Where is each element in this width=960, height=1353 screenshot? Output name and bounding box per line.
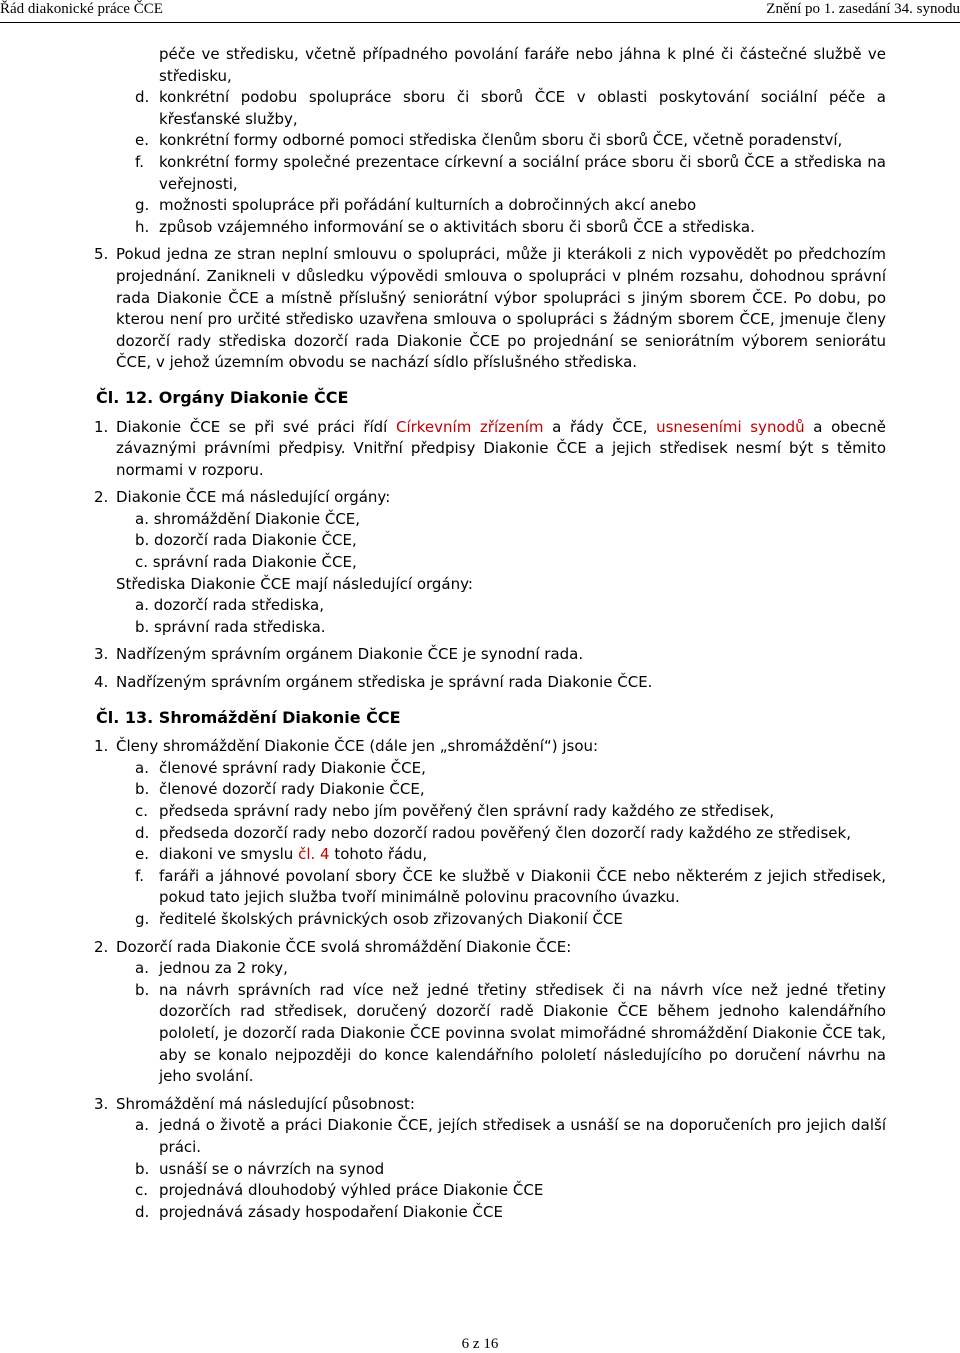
art12-paragraph-4: 4. Nadřízeným správním orgánem střediska je správní rada Diakonie ČCE. — [94, 673, 653, 692]
header-title: Řád diakonické práce ČCE — [0, 1, 163, 17]
list-item: b. dozorčí rada Diakonie ČCE, — [135, 531, 357, 550]
art13-paragraph-1: 1. Členy shromáždění Diakonie ČCE (dále jen „shromáždění“) jsou: — [94, 737, 599, 756]
paragraph-5: 5. Pokud jedna ze stran neplní smlouvu o spolupráci, může ji kterákoli z nich vypovědět po předchozím projednání. Zanikneli v důsledku výpovědi smlouva o spolupráci v plném rozsahu, dohodnou správní rada Diakonie ČCE a místně příslušný seniorátní výbor spolupráci s jiným sborem ČCE. Po dobu, po kterou není pro určité středisko uzavřena smlouva o spolupráci s žádným sborem ČCE, jmenuje členy dozorčí rady střediska dozorčí rada Diakonie ČCE po projednání se seniorátním výborem seniorátu ČCE, v jehož územním obvodu se nachází sídlo příslušného střediska. — [94, 245, 886, 372]
list-item: a. členové správní rady Diakonie ČCE, — [135, 758, 426, 777]
art12-paragraph-1: 1. Diakonie ČCE se při své práci řídí Církevním zřízením a řády ČCE, usneseními synodů a obecně závaznými právními předpisy. Vnitřní předpisy Diakonie ČCE a jejich středisek nesmí být s těmito normami v rozporu. — [94, 417, 887, 479]
page-number: 6 z 16 — [461, 1336, 499, 1352]
list-item: a. dozorčí rada střediska, — [135, 596, 324, 615]
list-item: b. členové dozorčí rady Diakonie ČCE, — [135, 780, 425, 799]
list-item-c-continued: péče ve středisku, včetně případného povolání faráře nebo jáhna k plné či částečné službě ve středisku, — [159, 45, 886, 85]
list-item-h: h. způsob vzájemného informování se o aktivitách sboru či sborů ČCE a střediska. — [135, 217, 755, 236]
art13-paragraph-3: 3. Shromáždění má následující působnost: — [94, 1094, 415, 1113]
art12-paragraph-2: 2. Diakonie ČCE má následující orgány: — [94, 488, 391, 507]
list-item: d. předseda dozorčí rady nebo dozorčí radou pověřený člen dozorčí rady každého ze středisek, — [135, 823, 851, 842]
link-cirkevni-zrizeni[interactable]: Církevním zřízením — [395, 417, 544, 436]
list-item: b. na návrh správních rad více než jedné třetiny středisek či na návrh více než jedné třetiny dozorčích rad středisek, doručený dozorčí radě Diakonie ČCE během jednoho kalendářního pololetí, je dozorčí rada Diakonie ČCE povinna svolat mimořádné shromáždění Diakonie ČCE tak, aby se konalo nejpozději do konce kalendářního pololetí následujícího po doručení návrhu na jeho svolání. — [135, 980, 886, 1086]
list-item: d. projednává zásady hospodaření Diakonie ČCE — [135, 1202, 503, 1221]
page-header — [0, 0, 960, 23]
article-13-heading: Čl. 13. Shromáždění Diakonie ČCE — [96, 707, 401, 727]
art13-paragraph-2: 2. Dozorčí rada Diakonie ČCE svolá shromáždění Diakonie ČCE: — [94, 937, 572, 956]
list-item: e. diakoni ve smyslu čl. 4 tohoto řádu, — [135, 845, 428, 864]
list-item: b. usnáší se o návrzích na synod — [135, 1159, 385, 1178]
link-cl-4[interactable]: čl. 4 — [298, 845, 330, 864]
list-item: b. správní rada střediska. — [135, 617, 326, 636]
list-item: f. faráři a jáhnové povolaní sbory ČCE ke službě v Diakonii ČCE nebo některém z jejich středisek, pokud tato jejich služba tvoří minimálně polovinu pracovního úvazku. — [135, 866, 886, 907]
link-usneseni-synodu[interactable]: usneseními synodů — [656, 417, 805, 436]
document-body — [0, 44, 960, 1223]
list-item-g: g. možnosti spolupráce při pořádání kulturních a dobročinných akcí anebo — [135, 196, 697, 215]
art12-paragraph-3: 3. Nadřízeným správním orgánem Diakonie ČCE je synodní rada. — [94, 645, 584, 664]
list-item-e: e. konkrétní formy odborné pomoci střediska členům sboru či sborů ČCE, včetně poradenství, — [135, 131, 843, 150]
list-item: g. ředitelé školských právnických osob zřizovaných Diakonií ČCE — [135, 909, 623, 928]
list-item: c. předseda správní rady nebo jím pověřený člen správní rady každého ze středisek, — [135, 802, 775, 820]
list-item: a. shromáždění Diakonie ČCE, — [135, 509, 361, 528]
list-item-d: d. konkrétní podobu spolupráce sboru či sborů ČCE v oblasti poskytování sociální péče a křesťanské služby, — [135, 88, 886, 128]
list-item: a. jednou za 2 roky, — [135, 959, 288, 978]
centres-organs-intro: Střediska Diakonie ČCE mají následující orgány: — [116, 574, 473, 593]
list-item: a. jedná o životě a práci Diakonie ČCE, jejích středisek a usnáší se na doporučeních pro jejich další práci. — [135, 1116, 886, 1156]
list-item: c. projednává dlouhodobý výhled práce Diakonie ČCE — [135, 1181, 544, 1200]
header-version: Znění po 1. zasedání 34. synodu — [766, 1, 960, 17]
list-item-f: f. konkrétní formy společné prezentace církevní a sociální práce sboru či sborů ČCE a střediska na veřejnosti, — [135, 152, 886, 193]
article-12-heading: Čl. 12. Orgány Diakonie ČCE — [96, 387, 349, 407]
list-item: c. správní rada Diakonie ČCE, — [135, 553, 357, 572]
